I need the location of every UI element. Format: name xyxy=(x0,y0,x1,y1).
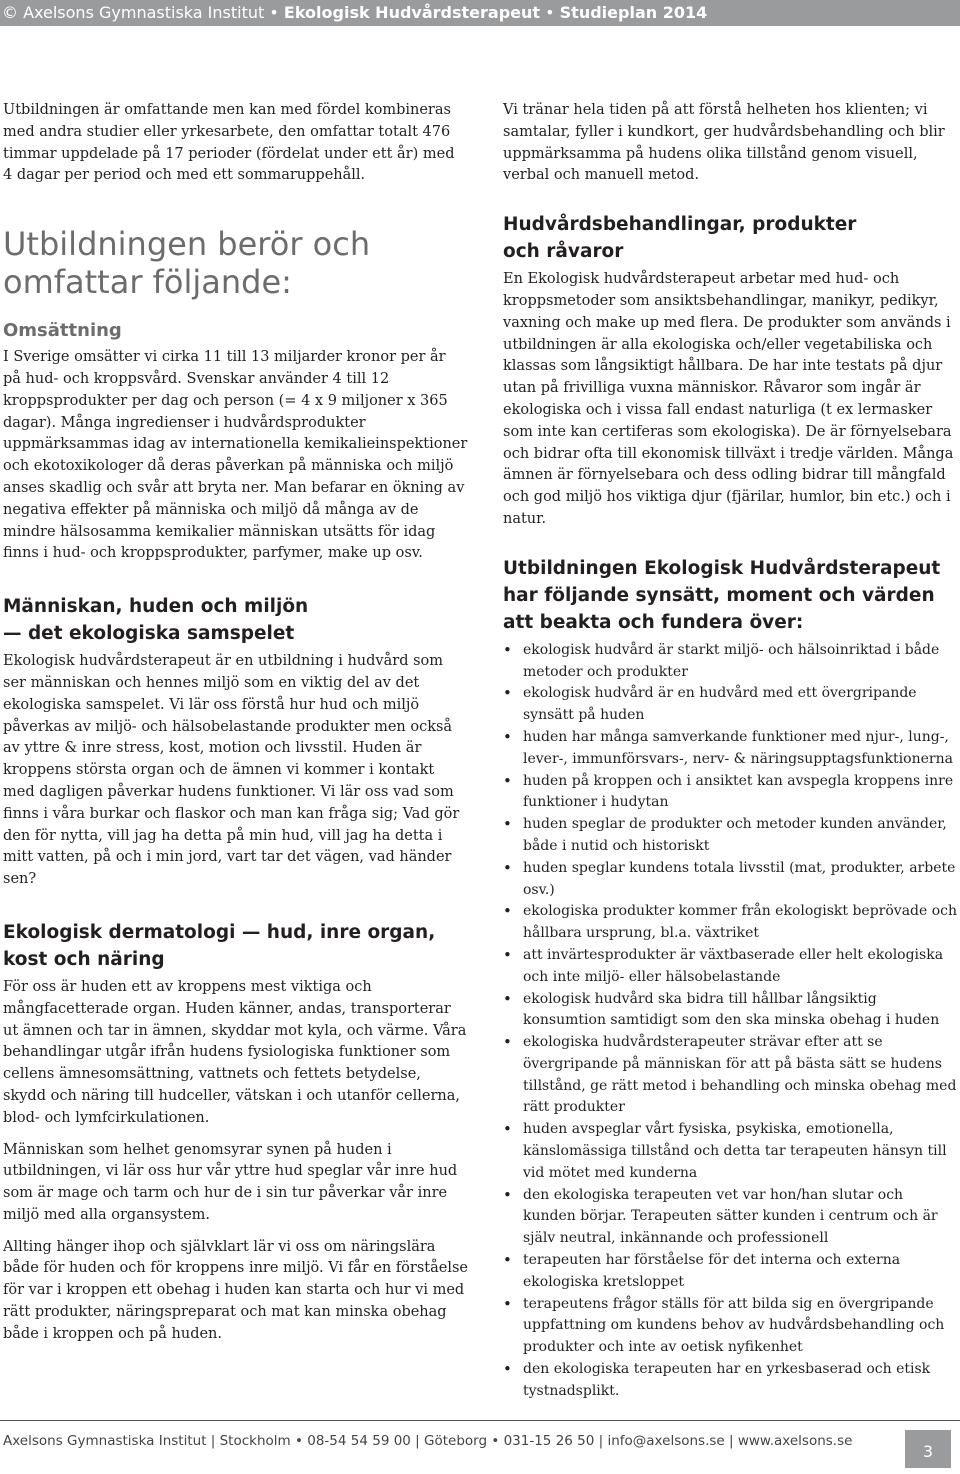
page-number: 3 xyxy=(905,1430,951,1468)
dermatologi-paragraph-3: Allting hänger ihop och självklart lär vi oss om näringslära både för huden och för kroppens inre miljö. Vi får en förståelse för var i kroppen ett obehag i huden kan starta och hur vi med rätt produkter, näringspreparat och mat kan minska obehag både i kroppen och på huden. xyxy=(3,1238,468,1342)
list-item: • den ekologiska terapeuten har en yrkesbaserad och etisk tystnadsplikt. xyxy=(503,1359,958,1403)
manniskan-heading xyxy=(3,593,468,647)
list-item: • ekologiska produkter kommer från ekologiskt beprövade och hållbara ursprung, bl.a. växtriket xyxy=(503,901,958,945)
list-item: • ekologisk hudvård är starkt miljö- och hälsoinriktad i både metoder och produkter xyxy=(503,640,958,684)
list-item: • huden speglar de produkter och metoder kunden använder, både i nutid och historiskt xyxy=(503,814,958,858)
list-item: • ekologisk hudvård ska bidra till hållbar långsiktig konsumtion samtidigt som den ska minska obehag i huden xyxy=(503,989,958,1033)
list-item: • ekologiska hudvårdsterapeuter strävar efter att se övergripande på människan för att på bästa sätt se hudens tillstånd, ge rätt metod i behandling och minska obehag med rätt produkter xyxy=(503,1032,958,1119)
behandlingar-paragraph: En Ekologisk hudvårdsterapeut arbetar med hud- och kroppsmetoder som ansiktsbehandlingar, manikyr, pedikyr, vaxning och make up med flera. De produkter som används i utbildningen är alla ekologiska och/eller vegetabiliska och klassas som långsiktigt hållbara. De har inte testats på djur utan på frivilliga vuxna människor. Råvaror som ingår är ekologiska och i vissa fall endast naturliga (t ex lermasker som inte kan certiferas som ekologiska). De är förnyelsebara och bidrar ofta till ekonomisk tillväxt i tredje världen. Många ämnen är förnyelsebara och dess odling bidrar till mångfald och god miljö hos viktiga djur (fjärilar, humlor, bin etc.) och i natur. xyxy=(503,271,954,527)
header-plan: Studieplan 2014 xyxy=(559,3,708,22)
right-column xyxy=(503,100,958,1403)
header-separator: • xyxy=(269,3,279,22)
list-item: • huden har många samverkande funktioner med njur-, lung-, lever-, immunförsvars-, nerv- & näringsupptagsfunktionerna xyxy=(503,727,958,771)
list-item: • huden speglar kundens totala livsstil (mat, produkter, arbete osv.) xyxy=(503,858,958,902)
left-column xyxy=(3,100,468,1346)
behandlingar-heading-line1: Hudvårdsbehandlingar, produkter xyxy=(503,214,857,236)
list-item: • terapeuten har förståelse för det interna och externa ekologiska kretsloppet xyxy=(503,1250,958,1294)
synsatt-heading: Utbildningen Ekologisk Hudvårdsterapeut har följande synsätt, moment och värden att beakta och fundera över: xyxy=(503,557,941,633)
omsattning-heading: Omsättning xyxy=(3,320,122,342)
manniskan-paragraph: Ekologisk hudvårdsterapeut är en utbildning i hudvård som ser människan och hennes miljö som en viktig del av det ekologiska samspelet. Vi lär oss förstå hur hud och miljö påverkas av miljö- och hälsobelastande produkter men också av yttre & inre stress, kost, motion och livsstil. Huden är kroppens största organ och de ämnen vi kommer i kontakt med dagligen påverkar hudens funktioner. Vi lär oss vad som finns i våra burkar och flaskor och man kan fråga sig; Vad gör den för nytta, vill jag ha detta på min hud, vill jag ha detta i mitt vatten, på och i min jord, vart tar det vägen, vad händer sen? xyxy=(3,653,460,888)
behandlingar-heading xyxy=(503,211,958,265)
behandlingar-heading-line2: och råvaror xyxy=(503,241,624,263)
list-item: • huden avspeglar vårt fysiska, psykiska, emotionella, känslomässiga tillstånd och detta tar terapeuten hänsyn till vid mötet med kunderna xyxy=(503,1119,958,1184)
list-item: • terapeutens frågor ställs för att bilda sig en övergripande uppfattning om kundens behov av hudvårdsbehandling och produkter och inte av oetisk nyfikenhet xyxy=(503,1294,958,1359)
manniskan-heading-line2: — det ekologiska samspelet xyxy=(3,623,295,645)
intro-paragraph: Utbildningen är omfattande men kan med fördel kombineras med andra studier eller yrkesarbete, den omfattar totalt 476 timmar uppdelade på 17 perioder (fördelat under ett år) med 4 dagar per period och med ett sommaruppehåll. xyxy=(3,102,455,184)
footer-contact: Axelsons Gymnastiska Institut | Stockholm • 08-54 54 59 00 | Göteborg • 031-15 26 50 | info@axelsons.se | www.axelsons.se xyxy=(3,1433,853,1449)
omsattning-paragraph: I Sverige omsätter vi cirka 11 till 13 miljarder kronor per år på hud- och kroppsvård. Svenskar använder 4 till 12 kroppsprodukter per dag och person (= 4 x 9 miljoner x 365 dagar). Många ingredienser i hudvårdsprodukter uppmärksammas idag av internationella kemikalieinspektioner och ekotoxikologer då deras påverkan på människa och miljö anses skadlig och svår att bryta ner. Man befarar en ökning av negativa effekter på människa och miljö då många av de mindre hälsosamma kemikalier människan utsätts för idag finns i hud- och kroppsprodukter, parfymer, make up osv. xyxy=(3,349,468,562)
page-header xyxy=(0,0,960,26)
synsatt-list xyxy=(503,640,958,1403)
header-separator: • xyxy=(545,3,555,22)
manniskan-heading-line1: Människan, huden och miljön xyxy=(3,596,309,618)
list-item: • den ekologiska terapeuten vet var hon/han slutar och kunden börjar. Terapeuten sätter kunden i centrum och är själv neutral, inkännande och professionell xyxy=(503,1185,958,1250)
list-item: • att invärtesprodukter är växtbaserade eller helt ekologiska och inte miljö- eller hälsobelastande xyxy=(503,945,958,989)
right-intro-paragraph: Vi tränar hela tiden på att förstå helheten hos klienten; vi samtalar, fyller i kundkort, ger hudvårdsbehandling och blir uppmärksamma på hudens olika tillstånd genom visuell, verbal och manuell metod. xyxy=(503,102,945,184)
list-item: • huden på kroppen och i ansiktet kan avspegla kroppens inre funktioner i hudytan xyxy=(503,771,958,815)
dermatologi-paragraph-2: Människan som helhet genomsyrar synen på huden i utbildningen, vi lär oss hur vår yttre hud speglar vår inre hud som är mage och tarm och hur de i sin tur påverkar vår inre miljö med alla organsystem. xyxy=(3,1141,458,1223)
list-item: • ekologisk hudvård är en hudvård med ett övergripande synsätt på huden xyxy=(503,683,958,727)
main-heading: Utbildningen berör och omfattar följande: xyxy=(3,225,371,302)
footer-divider xyxy=(0,1420,960,1421)
copyright-symbol: © xyxy=(2,3,18,22)
header-program: Ekologisk Hudvårdsterapeut xyxy=(283,3,541,22)
dermatologi-paragraph-1: För oss är huden ett av kroppens mest viktiga och mångfacetterade organ. Huden känner, andas, transporterar ut ämnen och tar in ämnen, skyddar mot kyla, och värme. Våra behandlingar utgår ifrån hudens fysiologiska funktioner som cellens ämnesomsättning, vattnets och fettets betydelse, skydd och näring till hudceller, vätskan i och utanför cellerna, blod- och lymfcirkulationen. xyxy=(3,978,467,1126)
dermatologi-heading: Ekologisk dermatologi — hud, inre organ, kost och näring xyxy=(3,921,436,970)
header-institute: Axelsons Gymnastiska Institut xyxy=(23,3,265,22)
